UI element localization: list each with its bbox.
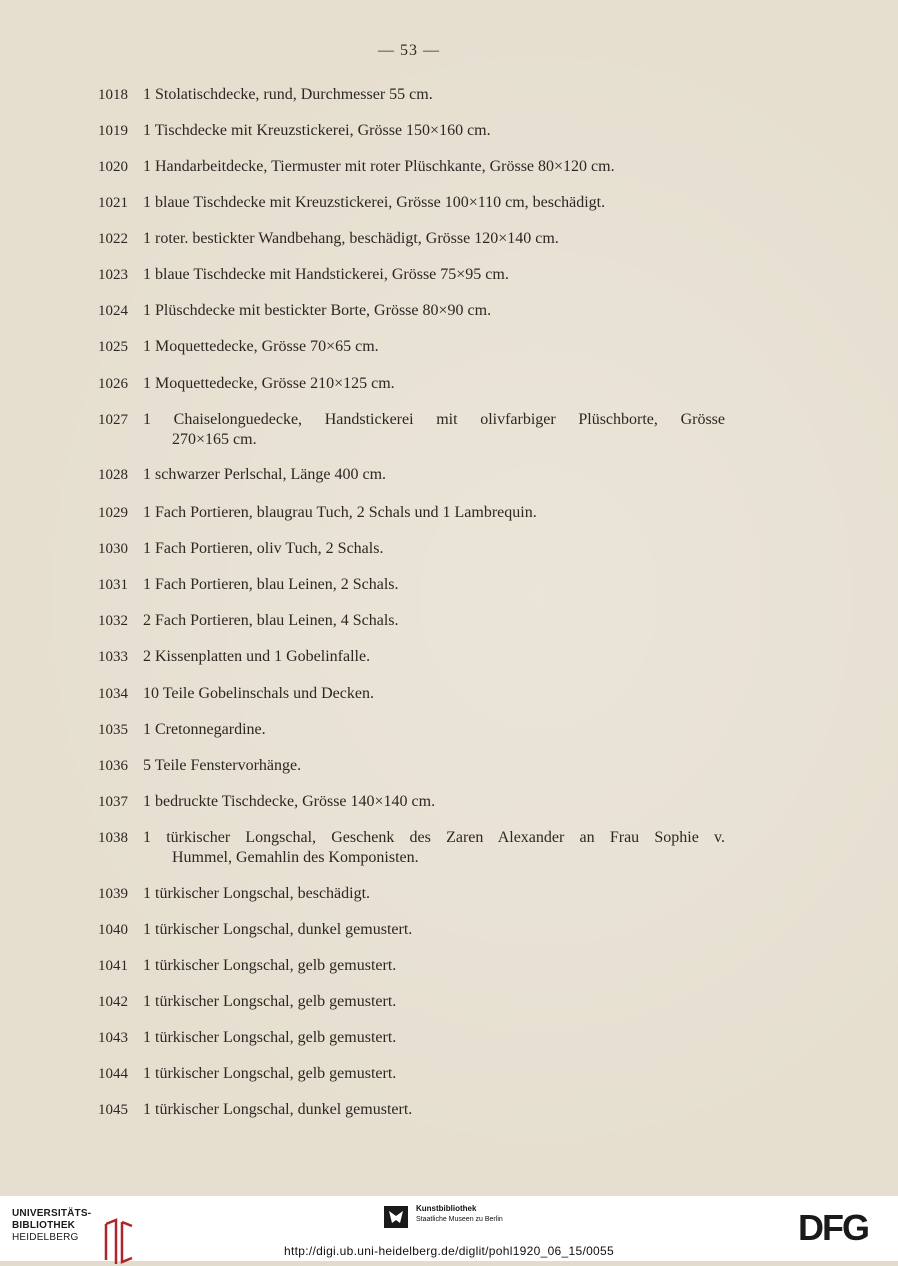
catalog-entry [0, 301, 898, 323]
lot-number: 1040 [98, 922, 128, 938]
lot-description: 2 Fach Portieren, blau Leinen, 4 Schals. [143, 612, 399, 629]
catalog-entry [0, 792, 898, 814]
lot-number: 1041 [98, 958, 128, 974]
catalog-entry [0, 756, 898, 778]
catalog-entry [0, 956, 898, 978]
logo-line: BIBLIOTHEK [12, 1220, 76, 1231]
lot-description: 1 türkischer Longschal, gelb gemustert. [143, 993, 397, 1010]
catalog-entry [0, 265, 898, 287]
lot-number: 1031 [98, 577, 128, 593]
lot-description: 1 bedruckte Tischdecke, Grösse 140×140 cm. [143, 793, 436, 810]
lot-number: 1036 [98, 758, 128, 774]
catalog-entry [0, 611, 898, 633]
lot-number: 1037 [98, 794, 128, 810]
catalog-entry [0, 992, 898, 1014]
lot-description: 1 Chaiselonguedecke, Handstickerei mit olivfarbiger Plüschborte, Grösse [143, 411, 725, 428]
lot-number: 1030 [98, 541, 128, 557]
dfg-logo[interactable]: DFG [798, 1207, 868, 1248]
catalog-entry [0, 539, 898, 561]
lot-description: 1 Cretonnegardine. [143, 721, 266, 738]
lot-number: 1043 [98, 1030, 128, 1046]
catalog-entry [0, 684, 898, 706]
lot-description: 1 schwarzer Perlschal, Länge 400 cm. [143, 466, 387, 483]
lot-number: 1025 [98, 339, 128, 355]
source-url[interactable]: http://digi.ub.uni-heidelberg.de/diglit/pohl1920_06_15/0055 [284, 1244, 614, 1258]
lot-description: 1 türkischer Longschal, gelb gemustert. [143, 1065, 397, 1082]
lot-description: 2 Kissenplatten und 1 Gobelinfalle. [143, 648, 371, 665]
lot-number: 1022 [98, 231, 128, 247]
catalog-entry [0, 920, 898, 942]
lot-description: 1 Plüschdecke mit bestickter Borte, Grösse 80×90 cm. [143, 302, 492, 319]
lot-number: 1029 [98, 505, 128, 521]
lot-description: 1 türkischer Longschal, dunkel gemustert. [143, 921, 413, 938]
catalog-entry [0, 157, 898, 179]
catalog-entry [0, 884, 898, 906]
catalog-entry [0, 720, 898, 742]
lot-number: 1026 [98, 376, 128, 392]
lot-description: 1 Tischdecke mit Kreuzstickerei, Grösse 150×160 cm. [143, 122, 491, 139]
lot-number: 1032 [98, 613, 128, 629]
lot-number: 1021 [98, 195, 128, 211]
lot-number: 1020 [98, 159, 128, 175]
catalog-entry [0, 575, 898, 597]
lot-description: 1 roter. bestickter Wandbehang, beschädigt, Grösse 120×140 cm. [143, 230, 559, 247]
catalog-entry [0, 1028, 898, 1050]
catalog-entry [0, 121, 898, 143]
lot-description: 1 Moquettedecke, Grösse 210×125 cm. [143, 375, 395, 392]
lot-description: 1 türkischer Longschal, beschädigt. [143, 885, 371, 902]
catalog-entry [0, 828, 898, 870]
lot-number: 1028 [98, 467, 128, 483]
lot-number: 1019 [98, 123, 128, 139]
lot-description: 1 Moquettedecke, Grösse 70×65 cm. [143, 338, 379, 355]
lot-description: 1 Handarbeitdecke, Tiermuster mit roter Plüschkante, Grösse 80×120 cm. [143, 158, 615, 175]
lot-description: 1 blaue Tischdecke mit Kreuzstickerei, Grösse 100×110 cm, beschädigt. [143, 194, 606, 211]
lot-number: 1035 [98, 722, 128, 738]
lot-number: 1039 [98, 886, 128, 902]
eagle-emblem-icon [382, 1204, 410, 1230]
catalog-entry [0, 410, 898, 452]
lot-description: 5 Teile Fenstervorhänge. [143, 757, 302, 774]
lot-number: 1038 [98, 830, 128, 846]
kunstbibliothek-logo[interactable] [382, 1204, 542, 1234]
lot-number: 1033 [98, 649, 128, 665]
lot-number: 1044 [98, 1066, 128, 1082]
lot-number: 1018 [98, 87, 128, 103]
lot-number: 1027 [98, 412, 128, 428]
lot-number: 1042 [98, 994, 128, 1010]
footer-bar [0, 1196, 898, 1261]
lot-description: 10 Teile Gobelinschals und Decken. [143, 685, 374, 702]
catalog-entry [0, 647, 898, 669]
lot-description: 1 türkischer Longschal, gelb gemustert. [143, 957, 397, 974]
lot-number: 1034 [98, 686, 128, 702]
lot-description-continued: 270×165 cm. [172, 431, 257, 448]
lot-description: 1 Fach Portieren, blau Leinen, 2 Schals. [143, 576, 399, 593]
catalog-entry [0, 1100, 898, 1122]
lot-description: 1 Fach Portieren, oliv Tuch, 2 Schals. [143, 540, 384, 557]
lot-description: 1 blaue Tischdecke mit Handstickerei, Grösse 75×95 cm. [143, 266, 509, 283]
catalog-entry [0, 85, 898, 107]
lot-description: 1 türkischer Longschal, gelb gemustert. [143, 1029, 397, 1046]
catalog-entry [0, 374, 898, 396]
catalog-entry [0, 229, 898, 251]
university-emblem-icon [102, 1218, 136, 1266]
catalog-entry [0, 465, 898, 487]
lot-number: 1024 [98, 303, 128, 319]
lot-description: 1 Stolatischdecke, rund, Durchmesser 55 cm. [143, 86, 433, 103]
catalog-entry [0, 193, 898, 215]
catalog-entry [0, 1064, 898, 1086]
lot-number: 1045 [98, 1102, 128, 1118]
catalog-entry [0, 337, 898, 359]
museum-name: Kunstbibliothek [416, 1204, 477, 1213]
lot-number: 1023 [98, 267, 128, 283]
logo-line: HEIDELBERG [12, 1232, 79, 1243]
museum-subtitle: Staatliche Museen zu Berlin [416, 1216, 503, 1223]
catalog-entry [0, 503, 898, 525]
lot-description: 1 türkischer Longschal, dunkel gemustert. [143, 1101, 413, 1118]
logo-line: UNIVERSITÄTS- [12, 1208, 92, 1219]
lot-description: 1 türkischer Longschal, Geschenk des Zaren Alexander an Frau Sophie v. [143, 829, 725, 846]
lot-description: 1 Fach Portieren, blaugrau Tuch, 2 Schals und 1 Lambrequin. [143, 504, 537, 521]
page-number: — 53 — [378, 42, 440, 59]
lot-description-continued: Hummel, Gemahlin des Komponisten. [172, 849, 419, 866]
